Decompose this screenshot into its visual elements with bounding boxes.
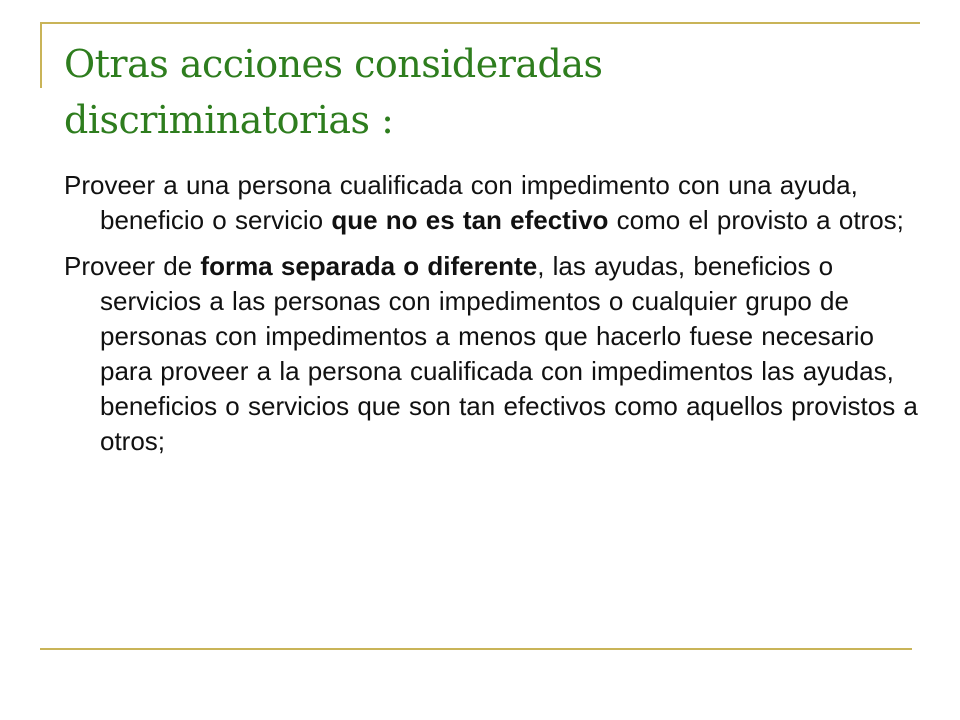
bottom-decorative-rule	[40, 648, 912, 650]
slide-body	[64, 168, 920, 470]
paragraph-2-text-end: , las ayudas, beneficios o servicios a las personas con impedimentos o cualquier grupo de personas con impedimentos a menos que hacerlo fuese necesario para proveer a la persona cualificada con impedimentos las ayudas, beneficios o servicios que son tan efectivos como aquellos provistos a otros;	[100, 251, 918, 456]
paragraph-2	[64, 249, 920, 459]
paragraph-1	[64, 168, 920, 238]
paragraph-1-text-end: como el provisto a otros;	[608, 205, 904, 235]
paragraph-2-bold-phrase: forma separada o diferente	[200, 251, 538, 281]
paragraph-2-text-start: Proveer de	[64, 251, 201, 281]
top-decorative-rule	[40, 22, 920, 24]
slide-title: Otras acciones consideradas discriminatorias :	[64, 42, 603, 142]
left-decorative-rule	[40, 22, 42, 88]
paragraph-1-bold-phrase: que no es tan efectivo	[331, 205, 609, 235]
paragraph-1-text-start: Proveer a una persona cualificada con impedimento con una ayuda, beneficio o servicio	[64, 170, 858, 235]
